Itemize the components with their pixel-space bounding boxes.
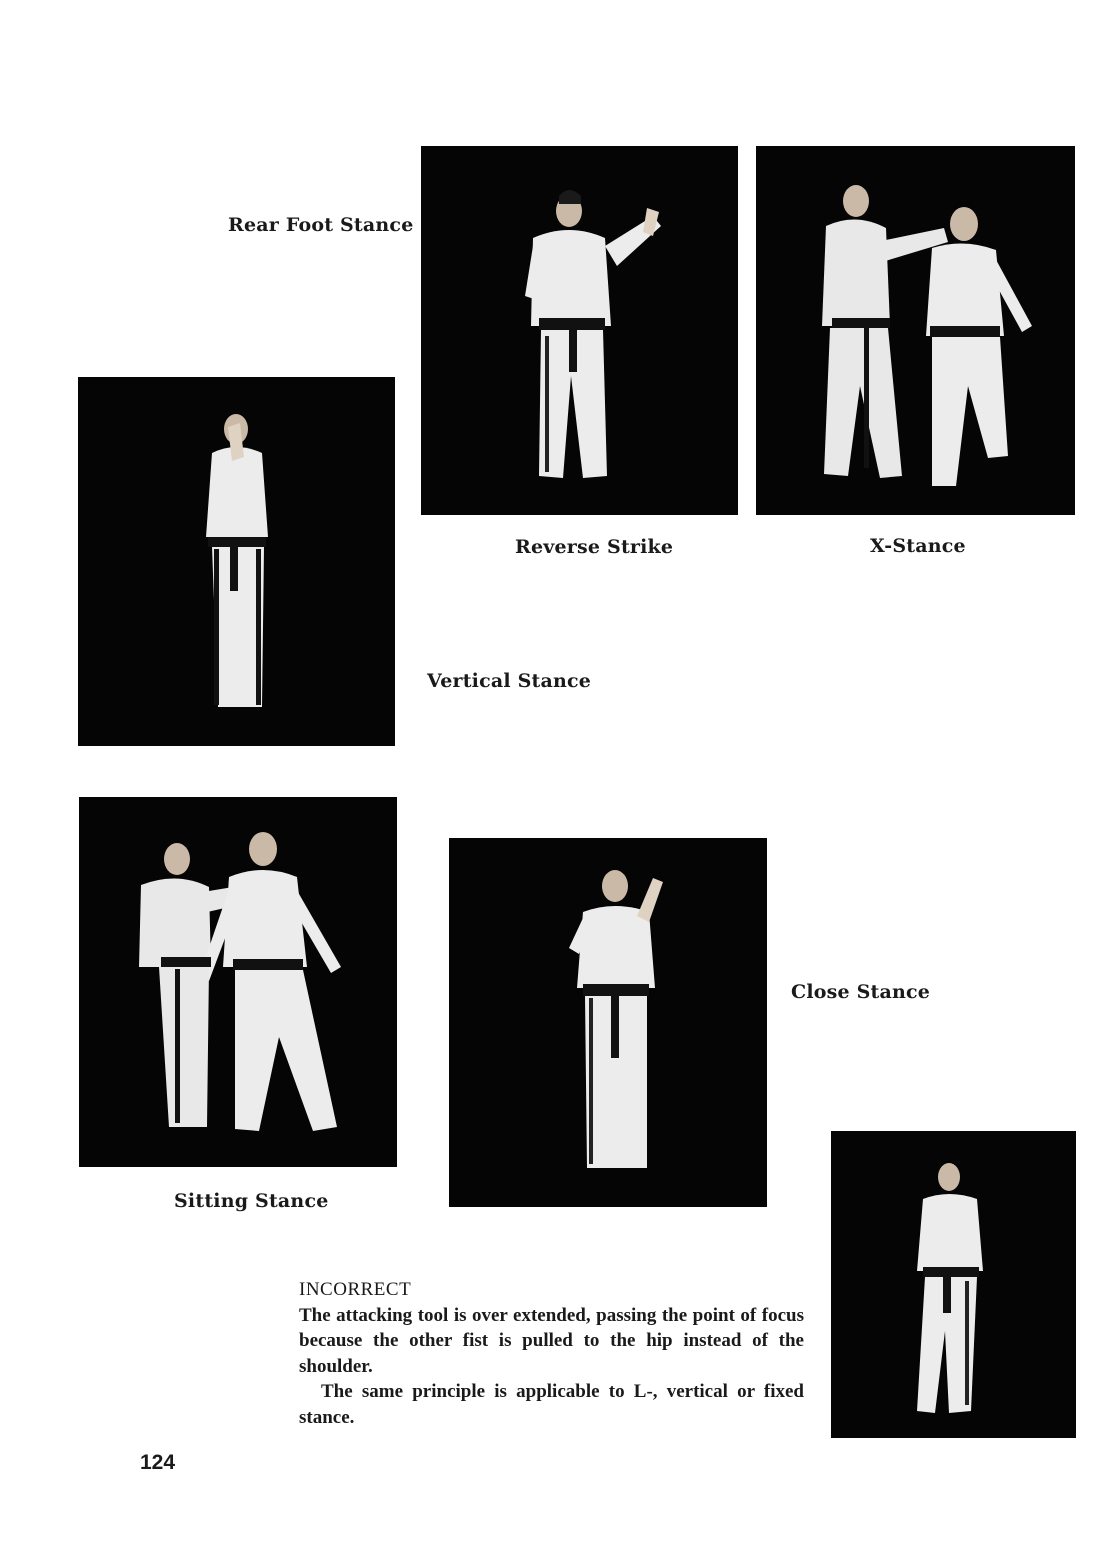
caption-vertical-stance: Vertical Stance [427,670,592,692]
photo-close-stance [449,838,767,1207]
caption-rear-foot-stance: Rear Foot Stance [228,214,414,236]
caption-close-stance: Close Stance [791,981,931,1003]
photo-incorrect-example [831,1131,1076,1438]
caption-x-stance: X-Stance [870,535,966,557]
text-block [299,1277,804,1430]
page-number: 124 [140,1451,176,1474]
incorrect-heading: INCORRECT [299,1279,412,1300]
photo-vertical-stance [78,377,395,746]
paragraph-1: The attacking tool is over extended, passing the point of focus because the other fist is pulled to the hip instead of the shoulder. [299,1304,804,1377]
caption-reverse-strike: Reverse Strike [515,536,674,558]
photo-x-stance [756,146,1075,515]
photo-sitting-stance [79,797,397,1167]
paragraph-2: The same principle is applicable to L-, vertical or fixed stance. [299,1381,804,1428]
photo-reverse-strike [421,146,738,515]
caption-sitting-stance: Sitting Stance [174,1190,329,1212]
